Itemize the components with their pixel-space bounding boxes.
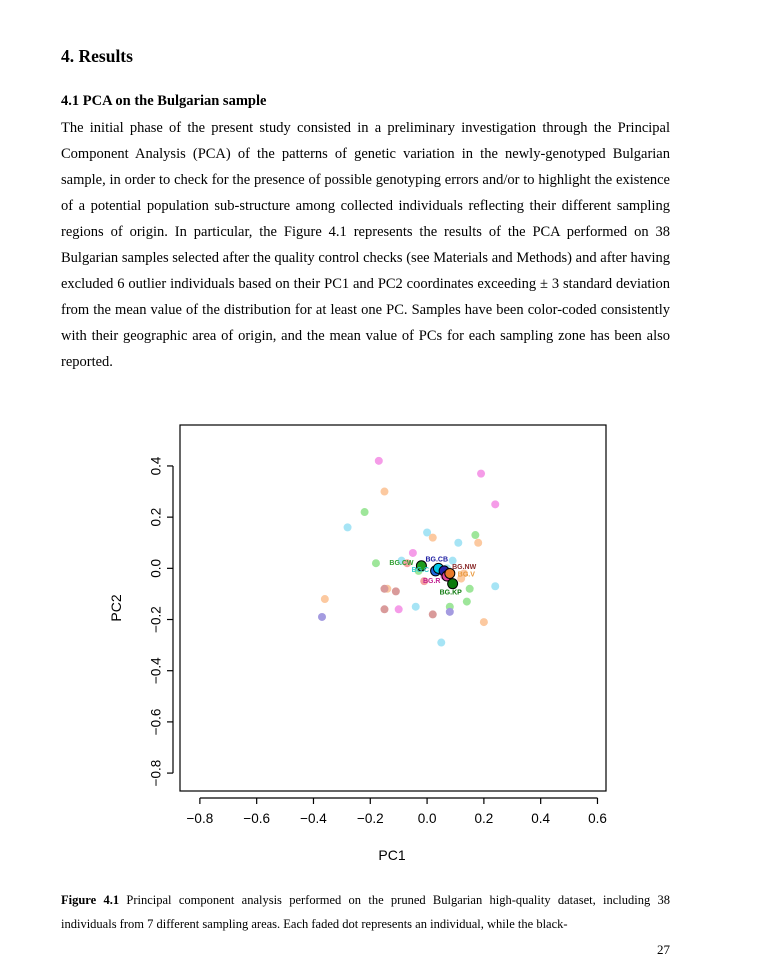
- y-tick-label: 0.2: [148, 507, 164, 527]
- y-tick-label: −0.6: [148, 708, 164, 736]
- individual-point: [474, 539, 482, 547]
- body-paragraph: The initial phase of the present study consisted in a preliminary investigation through the Principal Component Analysis (PCA) of the patterns of genetic variation in the newly-genotyped Bulgarian sample, in order to check for the presence of possible genotyping errors and/or to highlight the existence of a potential population sub-structure among collected individuals reflecting their different sampling regions of origin. In particular, the Figure 4.1 represents the results of the PCA performed on 38 Bulgarian samples selected after the quality control checks (see Materials and Methods) and after having excluded 6 outlier individuals based on their PC1 and PC2 coordinates exceeding ± 3 standard deviation from the mean value of the distribution for at least one PC. Samples have been color-coded consistently with their geographic area of origin, and the mean value of PCs for each sampling zone has been also reported.: [61, 120, 670, 370]
- caption-text: Principal component analysis performed on the pruned Bulgarian high-quality dataset, including 38 individuals from 7 different sampling areas. Each faded dot represents an individual, while the black-: [61, 893, 671, 931]
- individual-point: [463, 598, 471, 606]
- individual-point: [454, 539, 462, 547]
- section-title: 4. Results: [61, 46, 133, 66]
- x-tick-label: 0.6: [588, 811, 607, 826]
- x-tick-label: 0.0: [417, 811, 437, 826]
- individual-point: [392, 587, 400, 595]
- y-tick-label: −0.2: [148, 606, 164, 633]
- individual-point: [477, 470, 485, 478]
- individual-point: [429, 610, 437, 618]
- individual-point: [409, 549, 417, 557]
- individual-point: [491, 582, 499, 590]
- y-tick-label: −0.8: [148, 759, 164, 787]
- individual-point: [318, 613, 326, 621]
- individual-point: [446, 608, 454, 616]
- x-tick-label: −0.6: [243, 811, 271, 826]
- x-tick-label: −0.4: [300, 811, 327, 826]
- plot-box: [180, 425, 606, 791]
- y-tick-label: 0.4: [148, 456, 164, 476]
- x-tick-label: 0.4: [531, 811, 551, 826]
- individual-point: [361, 508, 369, 516]
- individual-point: [412, 603, 420, 611]
- area-mean-label: BG.V: [457, 571, 475, 579]
- y-axis-label: PC2: [108, 594, 124, 622]
- individual-point: [380, 605, 388, 613]
- individual-point: [471, 531, 479, 539]
- individual-point: [372, 559, 380, 567]
- x-axis-label: PC1: [378, 847, 406, 863]
- area-mean-label: BG.R: [422, 578, 441, 586]
- individual-point: [491, 500, 499, 508]
- y-tick-label: 0.0: [148, 558, 164, 578]
- area-mean-label: BG.NW: [452, 563, 477, 571]
- individual-point: [321, 595, 329, 603]
- x-tick-label: 0.2: [474, 811, 494, 826]
- pca-scatter-plot: [95, 405, 625, 870]
- area-mean-label: BG.CB: [425, 556, 449, 564]
- individual-point: [344, 523, 352, 531]
- area-mean-labels: [389, 556, 476, 596]
- individual-point: [380, 585, 388, 593]
- page-number: 27: [657, 942, 670, 957]
- area-mean-label: BG.CW: [389, 559, 414, 567]
- subsection-title: 4.1 PCA on the Bulgarian sample: [61, 93, 267, 109]
- area-mean-point: [448, 579, 458, 589]
- individual-point: [437, 639, 445, 647]
- caption-label: Figure 4.1: [61, 893, 120, 907]
- individual-point: [395, 605, 403, 613]
- individual-point: [429, 534, 437, 542]
- x-axis: [187, 798, 607, 826]
- x-tick-label: −0.2: [356, 811, 384, 826]
- individual-points: [318, 457, 499, 647]
- figure-caption: [61, 888, 670, 936]
- y-axis: [149, 456, 174, 786]
- pca-figure: [95, 405, 625, 870]
- individual-point: [466, 585, 474, 593]
- individual-point: [480, 618, 488, 626]
- x-tick-label: −0.8: [186, 811, 214, 826]
- y-tick-label: −0.4: [148, 657, 164, 685]
- area-mean-label: BG.KP: [439, 589, 462, 597]
- individual-point: [380, 488, 388, 496]
- area-mean-label: BG.C: [411, 566, 430, 574]
- individual-point: [375, 457, 383, 465]
